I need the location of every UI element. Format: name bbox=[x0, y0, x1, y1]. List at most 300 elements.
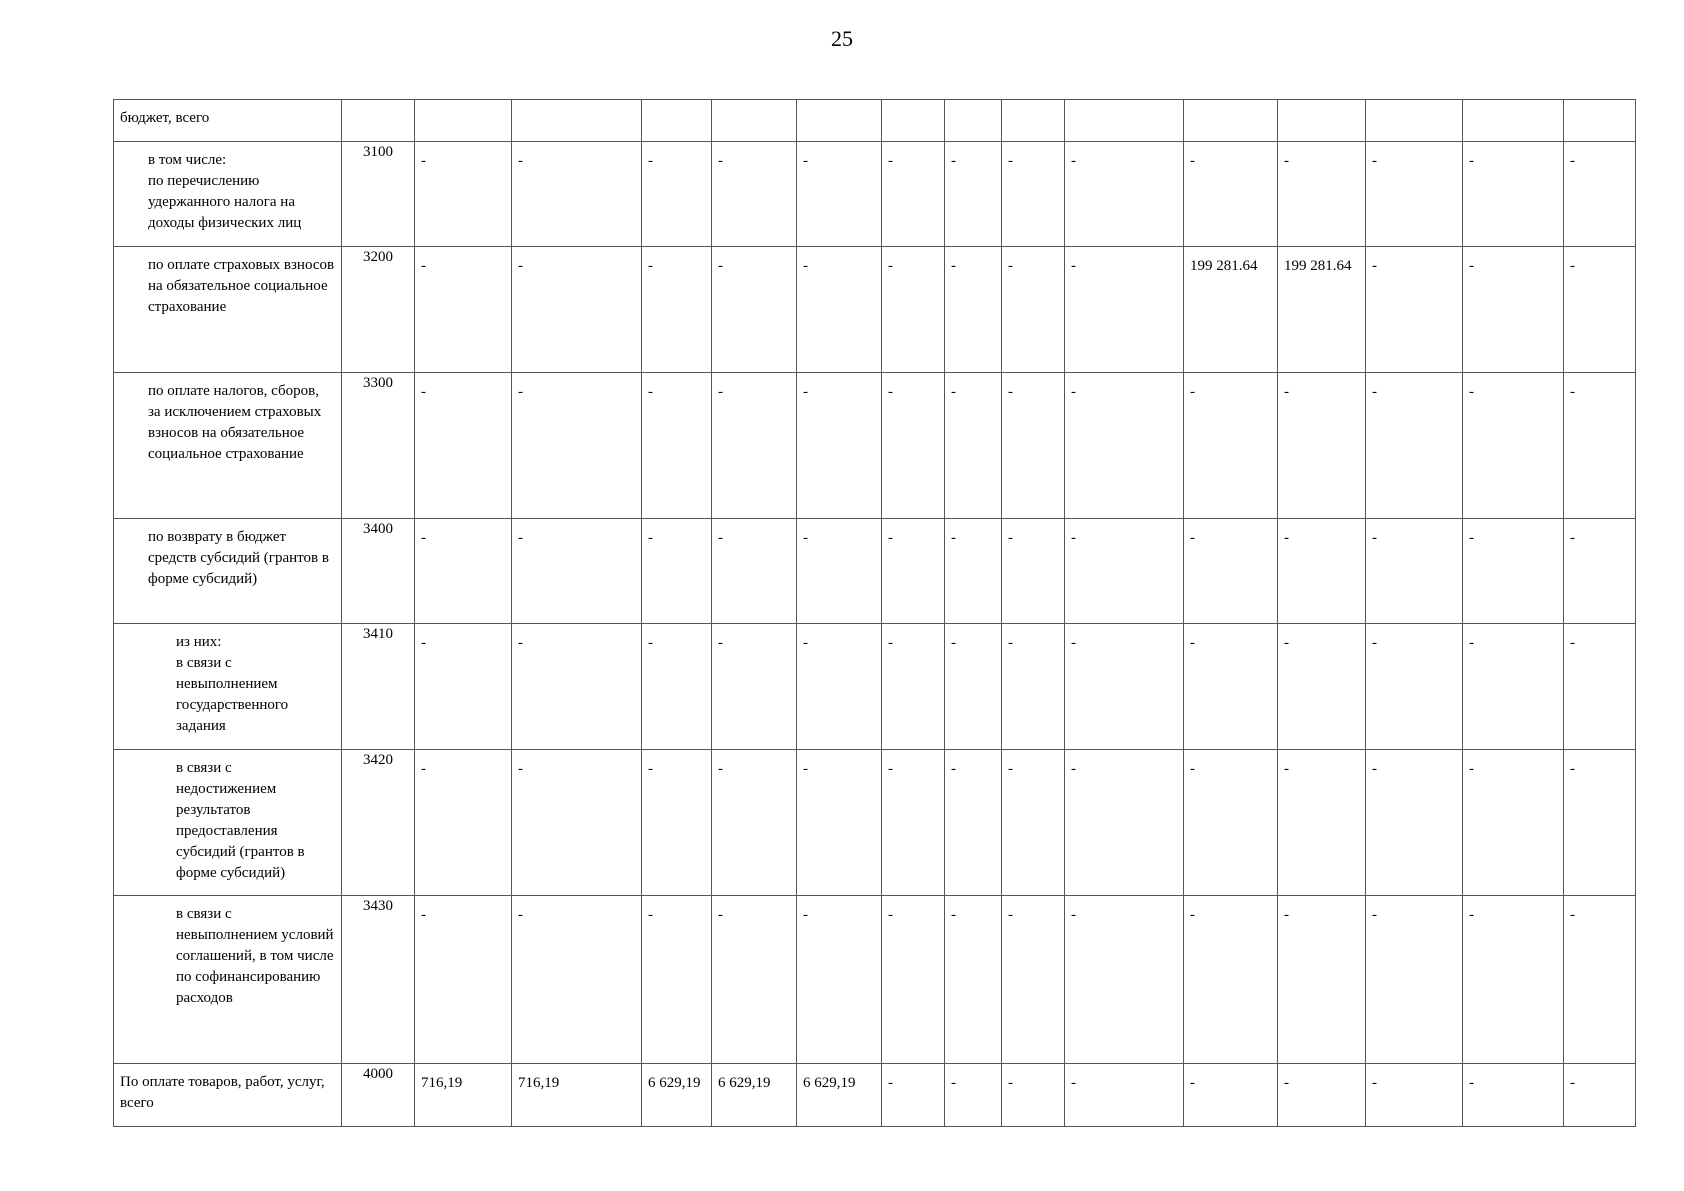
value-cell bbox=[642, 100, 712, 142]
value-cell bbox=[1463, 750, 1564, 896]
value-cell bbox=[1564, 142, 1636, 247]
cell-value: - bbox=[1284, 1075, 1289, 1091]
value-cell bbox=[1184, 896, 1278, 1064]
value-cell bbox=[1564, 1064, 1636, 1127]
value-cell bbox=[512, 624, 642, 750]
cell-value: - bbox=[1284, 153, 1289, 169]
value-cell bbox=[797, 100, 882, 142]
cell-value: - bbox=[1008, 153, 1013, 169]
value-cell bbox=[1278, 519, 1366, 624]
row-code: 3400 bbox=[363, 521, 393, 537]
cell-value: - bbox=[1469, 258, 1474, 274]
cell-value: - bbox=[648, 384, 653, 400]
value-cell bbox=[1463, 100, 1564, 142]
cell-value: - bbox=[803, 384, 808, 400]
row-code: 3200 bbox=[363, 249, 393, 265]
value-cell bbox=[882, 624, 945, 750]
value-cell bbox=[1184, 142, 1278, 247]
cell-value: - bbox=[803, 153, 808, 169]
cell-value: - bbox=[1284, 761, 1289, 777]
cell-value: 6 629,19 bbox=[803, 1075, 856, 1091]
cell-value: - bbox=[1372, 258, 1377, 274]
value-cell bbox=[1002, 142, 1065, 247]
row-label: По оплате товаров, работ, услуг, всего bbox=[120, 1074, 325, 1111]
value-cell bbox=[642, 1064, 712, 1127]
cell-value: - bbox=[1071, 761, 1076, 777]
value-cell bbox=[642, 750, 712, 896]
value-cell bbox=[1065, 624, 1184, 750]
cell-value: - bbox=[1008, 1075, 1013, 1091]
value-cell bbox=[1366, 373, 1463, 519]
value-cell bbox=[642, 142, 712, 247]
cell-value: - bbox=[1190, 907, 1195, 923]
cell-value: - bbox=[951, 258, 956, 274]
value-cell bbox=[512, 750, 642, 896]
value-cell bbox=[1278, 1064, 1366, 1127]
cell-value: - bbox=[1008, 635, 1013, 651]
cell-value: - bbox=[518, 761, 523, 777]
cell-value: - bbox=[1284, 530, 1289, 546]
cell-value bbox=[642, 100, 711, 109]
value-cell bbox=[1184, 100, 1278, 142]
value-cell bbox=[1002, 750, 1065, 896]
value-cell bbox=[797, 142, 882, 247]
cell-value: - bbox=[1469, 153, 1474, 169]
cell-value: - bbox=[718, 761, 723, 777]
cell-value: - bbox=[718, 384, 723, 400]
row-code-cell bbox=[342, 142, 415, 247]
value-cell bbox=[1564, 247, 1636, 373]
value-cell bbox=[945, 373, 1002, 519]
value-cell bbox=[1564, 100, 1636, 142]
value-cell bbox=[1002, 247, 1065, 373]
value-cell bbox=[712, 247, 797, 373]
value-cell bbox=[797, 624, 882, 750]
cell-value: - bbox=[1071, 907, 1076, 923]
value-cell bbox=[1065, 142, 1184, 247]
value-cell bbox=[1184, 1064, 1278, 1127]
value-cell bbox=[415, 896, 512, 1064]
row-code-cell bbox=[342, 896, 415, 1064]
table-row bbox=[114, 1064, 1636, 1127]
row-code: 3300 bbox=[363, 375, 393, 391]
value-cell bbox=[1002, 373, 1065, 519]
value-cell bbox=[1278, 896, 1366, 1064]
value-cell bbox=[1184, 624, 1278, 750]
cell-value: - bbox=[1570, 907, 1575, 923]
value-cell bbox=[1564, 519, 1636, 624]
value-cell bbox=[1564, 624, 1636, 750]
cell-value: - bbox=[518, 530, 523, 546]
value-cell bbox=[512, 247, 642, 373]
cell-value: - bbox=[888, 761, 893, 777]
value-cell bbox=[797, 1064, 882, 1127]
row-label-cell bbox=[114, 373, 342, 519]
value-cell bbox=[712, 100, 797, 142]
row-code-cell bbox=[342, 100, 415, 142]
cell-value bbox=[1366, 100, 1462, 109]
cell-value bbox=[1564, 100, 1635, 109]
cell-value bbox=[1065, 100, 1183, 109]
cell-value: - bbox=[951, 530, 956, 546]
cell-value: - bbox=[888, 530, 893, 546]
value-cell bbox=[945, 247, 1002, 373]
row-label-cell bbox=[114, 896, 342, 1064]
value-cell bbox=[415, 247, 512, 373]
cell-value bbox=[1463, 100, 1563, 109]
value-cell bbox=[415, 142, 512, 247]
row-label: по оплате страховых взносов на обязательное социальное страхование bbox=[148, 257, 335, 315]
cell-value: - bbox=[518, 635, 523, 651]
row-code: 4000 bbox=[363, 1066, 393, 1082]
value-cell bbox=[1184, 247, 1278, 373]
value-cell bbox=[642, 247, 712, 373]
value-cell bbox=[1002, 100, 1065, 142]
value-cell bbox=[415, 519, 512, 624]
value-cell bbox=[882, 100, 945, 142]
value-cell bbox=[1065, 519, 1184, 624]
value-cell bbox=[1463, 247, 1564, 373]
cell-value: - bbox=[421, 258, 426, 274]
cell-value: - bbox=[518, 153, 523, 169]
value-cell bbox=[1065, 373, 1184, 519]
cell-value: - bbox=[1284, 635, 1289, 651]
row-code: 3430 bbox=[363, 898, 393, 914]
value-cell bbox=[1366, 519, 1463, 624]
cell-value: - bbox=[1372, 907, 1377, 923]
row-code: 3100 bbox=[363, 144, 393, 160]
value-cell bbox=[1366, 750, 1463, 896]
value-cell bbox=[945, 750, 1002, 896]
row-label: по оплате налогов, сборов, за исключением страховых взносов на обязательное социальное страхование bbox=[148, 383, 322, 462]
row-code: 3420 bbox=[363, 752, 393, 768]
cell-value: - bbox=[888, 907, 893, 923]
cell-value: - bbox=[803, 761, 808, 777]
value-cell bbox=[642, 896, 712, 1064]
value-cell bbox=[712, 142, 797, 247]
cell-value: - bbox=[951, 635, 956, 651]
cell-value: - bbox=[951, 761, 956, 777]
value-cell bbox=[712, 624, 797, 750]
value-cell bbox=[712, 750, 797, 896]
value-cell bbox=[512, 142, 642, 247]
cell-value: - bbox=[1190, 635, 1195, 651]
table-row bbox=[114, 247, 1636, 373]
value-cell bbox=[1463, 519, 1564, 624]
value-cell bbox=[945, 142, 1002, 247]
row-label: в том числе: по перечислению удержанного налога на доходы физических лиц bbox=[148, 152, 302, 231]
row-code: 3410 bbox=[363, 626, 393, 642]
cell-value: - bbox=[803, 530, 808, 546]
cell-value: - bbox=[1008, 907, 1013, 923]
cell-value: - bbox=[1570, 761, 1575, 777]
cell-value: - bbox=[951, 907, 956, 923]
row-code-cell bbox=[342, 519, 415, 624]
cell-value: - bbox=[1469, 761, 1474, 777]
value-cell bbox=[1002, 1064, 1065, 1127]
value-cell bbox=[1065, 896, 1184, 1064]
value-cell bbox=[797, 519, 882, 624]
value-cell bbox=[1278, 142, 1366, 247]
cell-value: - bbox=[1071, 635, 1076, 651]
value-cell bbox=[882, 519, 945, 624]
cell-value: 6 629,19 bbox=[648, 1075, 701, 1091]
row-label: бюджет, всего bbox=[120, 110, 210, 126]
cell-value: - bbox=[888, 1075, 893, 1091]
table-row bbox=[114, 750, 1636, 896]
cell-value: - bbox=[1469, 1075, 1474, 1091]
cell-value: - bbox=[1469, 635, 1474, 651]
cell-value: - bbox=[1008, 258, 1013, 274]
table-row bbox=[114, 624, 1636, 750]
cell-value: - bbox=[1190, 530, 1195, 546]
value-cell bbox=[882, 896, 945, 1064]
row-label-cell bbox=[114, 519, 342, 624]
row-label: по возврату в бюджет средств субсидий (грантов в форме субсидий) bbox=[148, 529, 329, 587]
cell-value: - bbox=[888, 384, 893, 400]
row-code bbox=[342, 100, 414, 108]
cell-value: - bbox=[648, 258, 653, 274]
row-code-cell bbox=[342, 373, 415, 519]
row-label-cell bbox=[114, 142, 342, 247]
cell-value: - bbox=[1570, 258, 1575, 274]
value-cell bbox=[1184, 750, 1278, 896]
cell-value: - bbox=[1008, 384, 1013, 400]
value-cell bbox=[512, 519, 642, 624]
value-cell bbox=[945, 100, 1002, 142]
cell-value: - bbox=[1071, 530, 1076, 546]
cell-value: - bbox=[803, 635, 808, 651]
cell-value: - bbox=[1008, 530, 1013, 546]
row-code-cell bbox=[342, 750, 415, 896]
cell-value: - bbox=[1570, 1075, 1575, 1091]
value-cell bbox=[415, 624, 512, 750]
value-cell bbox=[1278, 247, 1366, 373]
value-cell bbox=[1002, 896, 1065, 1064]
value-cell bbox=[415, 750, 512, 896]
value-cell bbox=[1065, 100, 1184, 142]
value-cell bbox=[945, 624, 1002, 750]
cell-value: - bbox=[803, 907, 808, 923]
cell-value: - bbox=[718, 153, 723, 169]
value-cell bbox=[882, 1064, 945, 1127]
cell-value: - bbox=[1071, 153, 1076, 169]
cell-value: - bbox=[1570, 153, 1575, 169]
value-cell bbox=[1463, 373, 1564, 519]
cell-value: - bbox=[888, 635, 893, 651]
cell-value: - bbox=[888, 153, 893, 169]
report-body bbox=[114, 100, 1636, 1127]
value-cell bbox=[1065, 750, 1184, 896]
value-cell bbox=[882, 750, 945, 896]
cell-value: - bbox=[1469, 907, 1474, 923]
cell-value bbox=[1278, 100, 1365, 109]
value-cell bbox=[797, 750, 882, 896]
cell-value: - bbox=[1190, 153, 1195, 169]
row-code-cell bbox=[342, 624, 415, 750]
value-cell bbox=[1366, 1064, 1463, 1127]
cell-value bbox=[712, 100, 796, 109]
row-code-cell bbox=[342, 247, 415, 373]
value-cell bbox=[1564, 896, 1636, 1064]
row-code-cell bbox=[342, 1064, 415, 1127]
cell-value: - bbox=[1071, 258, 1076, 274]
cell-value: - bbox=[1284, 907, 1289, 923]
table-row bbox=[114, 519, 1636, 624]
cell-value: - bbox=[1008, 761, 1013, 777]
cell-value bbox=[1002, 100, 1064, 109]
cell-value: - bbox=[1284, 384, 1289, 400]
row-label-cell bbox=[114, 1064, 342, 1127]
value-cell bbox=[1002, 519, 1065, 624]
value-cell bbox=[512, 100, 642, 142]
cell-value: - bbox=[1570, 384, 1575, 400]
cell-value: - bbox=[1071, 384, 1076, 400]
table-row bbox=[114, 896, 1636, 1064]
cell-value: - bbox=[518, 907, 523, 923]
value-cell bbox=[1366, 247, 1463, 373]
value-cell bbox=[945, 519, 1002, 624]
cell-value: - bbox=[648, 761, 653, 777]
value-cell bbox=[512, 1064, 642, 1127]
value-cell bbox=[712, 519, 797, 624]
value-cell bbox=[797, 896, 882, 1064]
value-cell bbox=[642, 519, 712, 624]
page-number: 25 bbox=[831, 26, 853, 51]
cell-value: - bbox=[1372, 635, 1377, 651]
value-cell bbox=[642, 624, 712, 750]
cell-value: 716,19 bbox=[421, 1075, 463, 1091]
cell-value: - bbox=[1570, 635, 1575, 651]
row-label: в связи с невыполнением условий соглашений, в том числе по софинансированию расходов bbox=[176, 906, 334, 1006]
cell-value bbox=[797, 100, 881, 109]
cell-value: - bbox=[951, 1075, 956, 1091]
cell-value: - bbox=[951, 384, 956, 400]
report-table bbox=[113, 99, 1636, 1127]
value-cell bbox=[1366, 624, 1463, 750]
cell-value: - bbox=[648, 530, 653, 546]
cell-value bbox=[882, 100, 944, 109]
cell-value: - bbox=[1372, 761, 1377, 777]
value-cell bbox=[1065, 247, 1184, 373]
value-cell bbox=[1463, 142, 1564, 247]
value-cell bbox=[1002, 624, 1065, 750]
cell-value: - bbox=[1570, 530, 1575, 546]
table-row bbox=[114, 100, 1636, 142]
cell-value: - bbox=[1372, 384, 1377, 400]
value-cell bbox=[712, 373, 797, 519]
value-cell bbox=[1278, 373, 1366, 519]
value-cell bbox=[712, 896, 797, 1064]
cell-value: - bbox=[518, 258, 523, 274]
value-cell bbox=[1366, 142, 1463, 247]
cell-value: - bbox=[1469, 384, 1474, 400]
row-label: в связи с недостижением результатов предоставления субсидий (грантов в форме субсидий) bbox=[176, 760, 305, 881]
cell-value: - bbox=[1469, 530, 1474, 546]
value-cell bbox=[642, 373, 712, 519]
cell-value: - bbox=[421, 907, 426, 923]
value-cell bbox=[945, 896, 1002, 1064]
cell-value: - bbox=[421, 384, 426, 400]
value-cell bbox=[1184, 373, 1278, 519]
value-cell bbox=[1366, 100, 1463, 142]
cell-value: 716,19 bbox=[518, 1075, 560, 1091]
value-cell bbox=[1366, 896, 1463, 1064]
cell-value: - bbox=[951, 153, 956, 169]
cell-value: - bbox=[1190, 384, 1195, 400]
cell-value: - bbox=[1372, 530, 1377, 546]
value-cell bbox=[797, 373, 882, 519]
value-cell bbox=[882, 142, 945, 247]
cell-value: - bbox=[888, 258, 893, 274]
cell-value: - bbox=[518, 384, 523, 400]
cell-value: 6 629,19 bbox=[718, 1075, 771, 1091]
value-cell bbox=[712, 1064, 797, 1127]
cell-value: - bbox=[421, 761, 426, 777]
value-cell bbox=[1065, 1064, 1184, 1127]
cell-value: 199 281.64 bbox=[1284, 258, 1352, 274]
value-cell bbox=[1278, 750, 1366, 896]
value-cell bbox=[1564, 750, 1636, 896]
row-label-cell bbox=[114, 750, 342, 896]
row-label: из них: в связи с невыполнением государственного задания bbox=[176, 634, 289, 734]
value-cell bbox=[882, 373, 945, 519]
cell-value: - bbox=[803, 258, 808, 274]
row-label-cell bbox=[114, 247, 342, 373]
cell-value: - bbox=[421, 530, 426, 546]
value-cell bbox=[945, 1064, 1002, 1127]
cell-value: 199 281.64 bbox=[1190, 258, 1258, 274]
cell-value bbox=[1184, 100, 1277, 109]
value-cell bbox=[1463, 896, 1564, 1064]
value-cell bbox=[797, 247, 882, 373]
cell-value: - bbox=[421, 153, 426, 169]
cell-value: - bbox=[648, 907, 653, 923]
cell-value: - bbox=[718, 907, 723, 923]
cell-value: - bbox=[421, 635, 426, 651]
cell-value: - bbox=[648, 635, 653, 651]
cell-value: - bbox=[1372, 1075, 1377, 1091]
row-label-cell bbox=[114, 624, 342, 750]
value-cell bbox=[1184, 519, 1278, 624]
cell-value: - bbox=[718, 530, 723, 546]
cell-value bbox=[415, 100, 511, 109]
value-cell bbox=[1463, 624, 1564, 750]
value-cell bbox=[415, 1064, 512, 1127]
cell-value: - bbox=[1071, 1075, 1076, 1091]
value-cell bbox=[1564, 373, 1636, 519]
value-cell bbox=[415, 373, 512, 519]
cell-value: - bbox=[718, 258, 723, 274]
cell-value: - bbox=[718, 635, 723, 651]
table-row bbox=[114, 142, 1636, 247]
value-cell bbox=[512, 373, 642, 519]
cell-value: - bbox=[648, 153, 653, 169]
cell-value bbox=[945, 100, 1001, 109]
value-cell bbox=[882, 247, 945, 373]
cell-value: - bbox=[1190, 1075, 1195, 1091]
cell-value bbox=[512, 100, 641, 109]
value-cell bbox=[1278, 100, 1366, 142]
value-cell bbox=[1278, 624, 1366, 750]
value-cell bbox=[415, 100, 512, 142]
value-cell bbox=[1463, 1064, 1564, 1127]
cell-value: - bbox=[1190, 761, 1195, 777]
row-label-cell bbox=[114, 100, 342, 142]
table-row bbox=[114, 373, 1636, 519]
cell-value: - bbox=[1372, 153, 1377, 169]
value-cell bbox=[512, 896, 642, 1064]
